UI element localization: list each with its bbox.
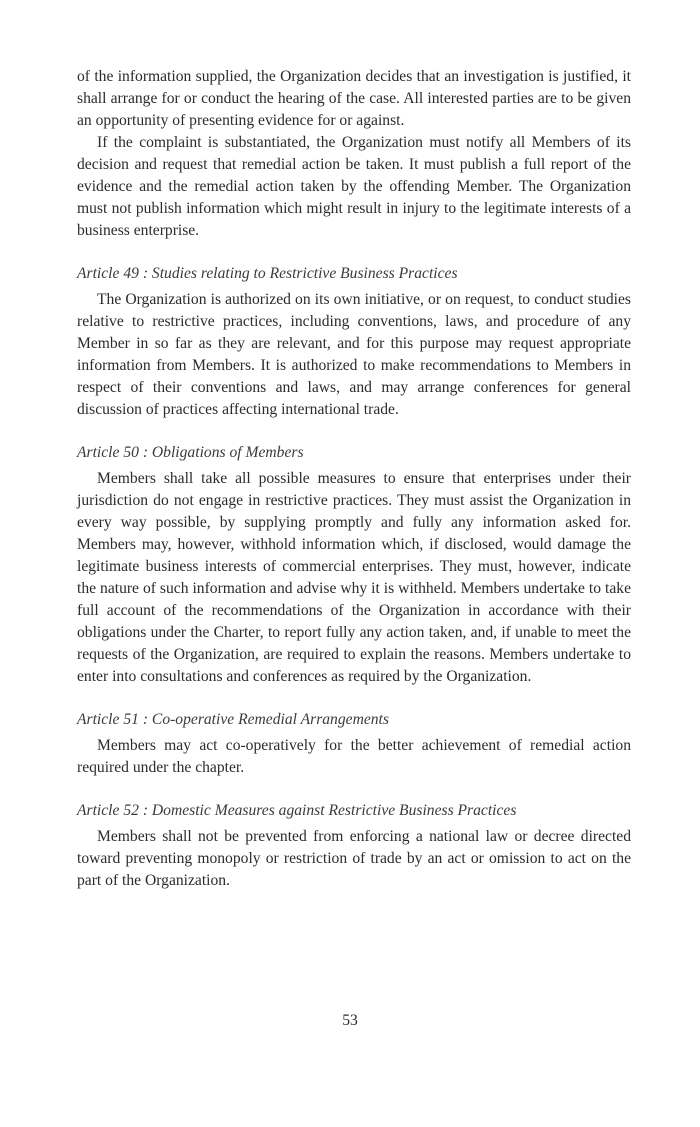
article-52-body: Members shall not be prevented from enforcing a national law or decree directed toward preventing monopoly or restriction of trade by an act or omission to act on the part of the Organization. [77, 828, 631, 889]
intro-paragraph-2: If the complaint is substantiated, the Organization must notify all Members of its decision and request that remedial action be taken. It must publish a full report of the evidence and the remedial action taken by the offending Member. The Organization must not publish information which might result in injury to the legitimate interests of a business enterprise. [77, 134, 631, 239]
intro-paragraph-1: of the information supplied, the Organization decides that an investigation is justified, it shall arrange for or conduct the hearing of the case. All interested parties are to be given an opportunity of presenting evidence for or against. [77, 68, 631, 129]
article-50-heading: Article 50 : Obligations of Members [77, 444, 304, 461]
article-49-heading: Article 49 : Studies relating to Restrictive Business Practices [77, 265, 458, 282]
article-49-body: The Organization is authorized on its own initiative, or on request, to conduct studies relative to restrictive practices, including conventions, laws, and procedure of any Member in so far as they are relevant, and for this purpose may request appropriate information from Members. It is authorized to make recommendations to Members in respect of their conventions and laws, and may arrange conferences for general discussion of practices affecting international trade. [77, 291, 631, 418]
page-number: 53 [342, 1012, 358, 1029]
article-50-body: Members shall take all possible measures to ensure that enterprises under their jurisdiction do not engage in restrictive practices. They must assist the Organization in every way possible, by supplying promptly and fully any information asked for. Members may, however, withhold information which, if disclosed, would damage the legitimate business interests of commercial enterprises. They must, however, indicate the nature of such information and advise why it is withheld. Members undertake to take full account of the recommendations of the Organization in accordance with their obligations under the Charter, to report fully any action taken, and, if unable to meet the requests of the Organization, are required to explain the reasons. Members undertake to enter into consultations and conferences as required by the Organization. [77, 470, 631, 685]
document-page [77, 66, 631, 892]
article-51-heading: Article 51 : Co-operative Remedial Arrangements [77, 711, 389, 728]
article-51-body: Members may act co-operatively for the better achievement of remedial action required under the chapter. [77, 737, 631, 776]
article-52-heading: Article 52 : Domestic Measures against Restrictive Business Practices [77, 802, 517, 819]
